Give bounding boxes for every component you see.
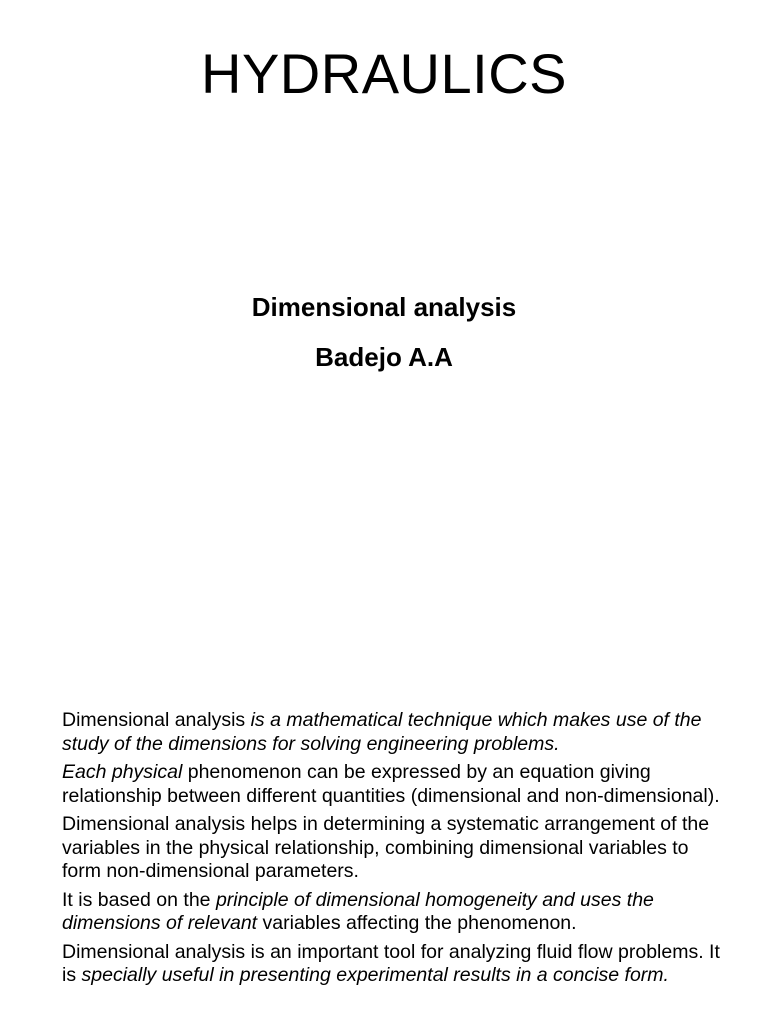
paragraph-3 [62, 813, 722, 884]
slide-author: Badejo A.A [315, 342, 453, 372]
slide-title: HYDRAULICS [201, 42, 567, 105]
paragraph-5 [62, 941, 722, 988]
paragraph-text: Dimensional analysis [62, 709, 251, 731]
paragraph-text: Dimensional analysis helps in determining a systematic arrangement of the variables in the physical relationship, combining dimensional variables to form non-dimensional parameters. [62, 813, 710, 882]
paragraph-text: Dimensional analysis is an important tool for analyzing fluid flow problems. It is [62, 940, 720, 986]
paragraph-text: It is based on the [62, 888, 216, 911]
paragraph-4 [62, 889, 722, 936]
paragraph-italic-text: Each physical [62, 761, 183, 783]
paragraph-italic-text: principle of dimensional homogeneity and uses the dimensions of relevant [62, 888, 654, 934]
paragraph-1 [62, 709, 722, 756]
paragraph-text: variables affecting the phenomenon. [257, 912, 577, 934]
paragraph-italic-text: is a mathematical technique which makes use of the study of the dimensions for solving engineering problems. [62, 709, 702, 755]
slide-topic: Dimensional analysis [251, 292, 517, 322]
paragraph-text: phenomenon can be expressed by an equation giving relationship between different quantities (dimensional and non-dimensional). [62, 761, 720, 807]
paragraph-2 [62, 761, 722, 808]
paragraph-italic-text: specially useful in presenting experimental results in a concise form. [81, 964, 669, 986]
content-slide [62, 709, 722, 1024]
